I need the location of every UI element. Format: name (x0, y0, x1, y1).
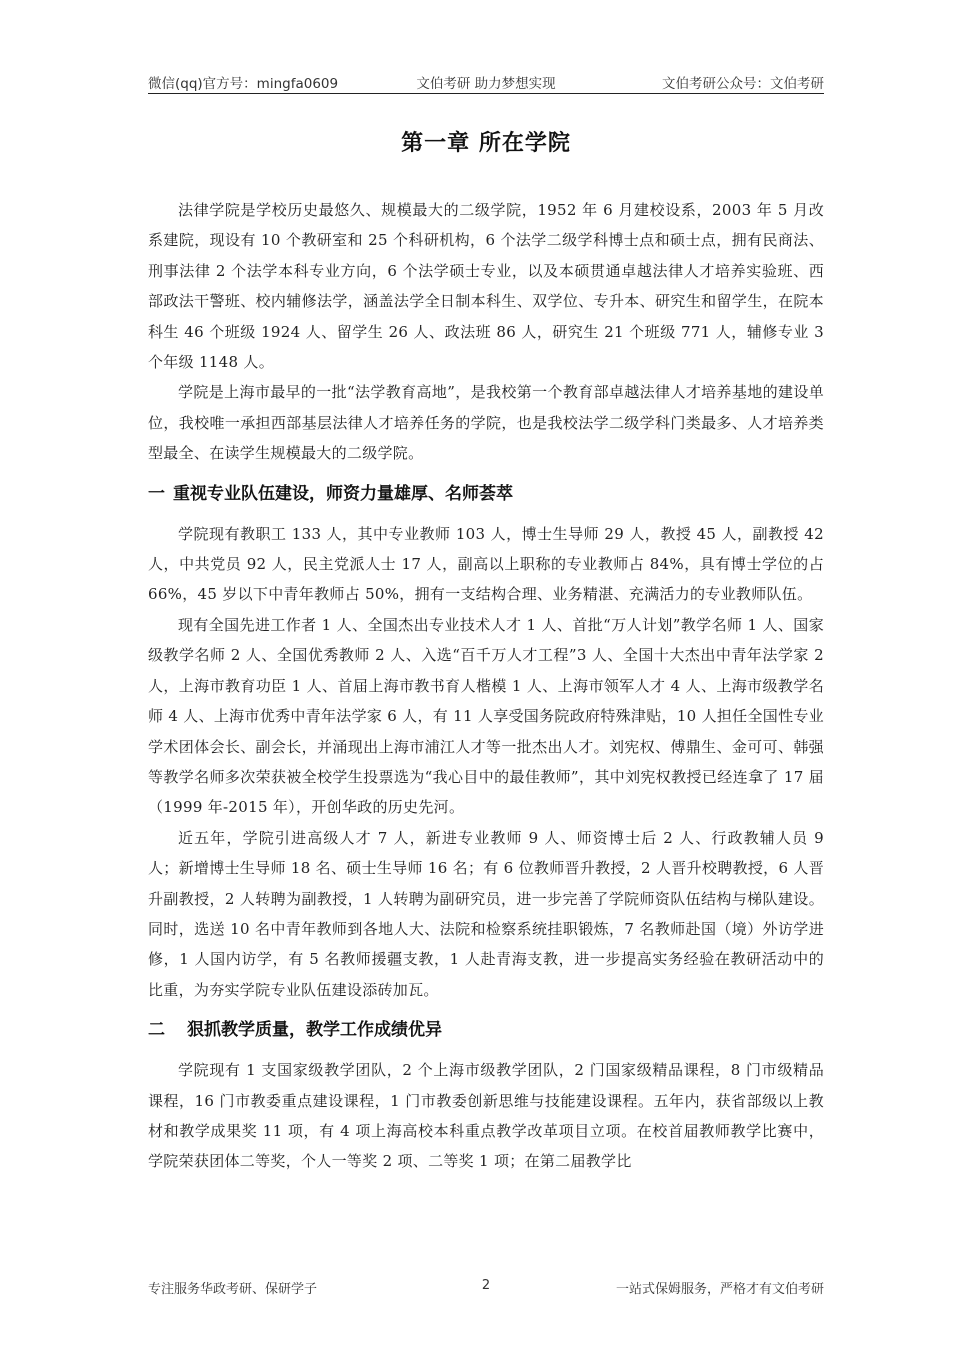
section-1-paragraph-2: 现有全国先进工作者 1 人、全国杰出专业技术人才 1 人、首批“万人计划”教学名师 1 人、国家级教学名师 2 人、全国优秀教师 2 人、入选“百千万人才工程”3 人、全国十大杰出中青年法学家 2 人，上海市教育功臣 1 人、首届上海市教书育人楷模 1 人、上海市领军人才 4 人、上海市级教学名师 4 人、上海市优秀中青年法学家 6 人，有 11 人享受国务院政府特殊津贴，10 人担任全国性专业学术团体会长、副会长，并涌现出上海市浦江人才等一批杰出人才。刘宪权、傅鼎生、金可可、韩强等教学名师多次荣获被全校学生投票选为“我心目中的最佳教师”，其中刘宪权教授已经连拿了 17 届（1999 年-2015 年），开创华政的历史先河。 (148, 615, 824, 817)
header-contact: 微信(qq)官方号：mingfa0609 (148, 76, 339, 92)
header-divider (148, 93, 824, 94)
header-wechat: 文伯考研公众号：文伯考研 (662, 76, 824, 92)
section-1-title: 重视专业队伍建设，师资力量雄厚、名师荟萃 (173, 483, 513, 504)
intro-paragraph-2: 学院是上海市最早的一批“法学教育高地”，是我校第一个教育部卓越法律人才培养基地的建设单位，我校唯一承担西部基层法律人才培养任务的学院，也是我校法学二级学科门类最多、人才培养类型最全、在读学生规模最大的二级学院。 (148, 383, 824, 463)
section-1-number: 一 (148, 483, 165, 504)
section-2-number: 二 (148, 1020, 165, 1041)
page-footer (148, 1278, 824, 1298)
page-header (148, 68, 824, 92)
page-number: 2 (481, 1278, 491, 1293)
document-body (148, 195, 824, 1177)
section-2-title: 狠抓教学质量，教学工作成绩优异 (187, 1020, 442, 1041)
section-2-paragraph-1: 学院现有 1 支国家级教学团队，2 个上海市级教学团队，2 门国家级精品课程，8 门市级精品课程，16 门市教委重点建设课程，1 门市教委创新思维与技能建设课程。五年内，获省部级以上教材和教学成果奖 11 项，有 4 项上海高校本科重点教学改革项目立项。在校首届教师教学比赛中，学院荣获团体二等奖，个人一等奖 2 项、二等奖 1 项；在第二届教学比 (148, 1061, 824, 1171)
header-slogan: 文伯考研 助力梦想实现 (416, 76, 556, 92)
section-2-heading (148, 1005, 824, 1055)
section-1-heading (148, 469, 824, 519)
footer-tagline: 一站式保姆服务，严格才有文伯考研 (615, 1282, 824, 1297)
footer-service: 专注服务华政考研、保研学子 (148, 1282, 318, 1297)
intro-paragraph-1: 法律学院是学校历史最悠久、规模最大的二级学院，1952 年 6 月建校设系，2003 年 5 月改系建院，现设有 10 个教研室和 25 个科研机构，6 个法学二级学科博士点和硕士点，拥有民商法、刑事法律 2 个法学本科专业方向，6 个法学硕士专业，以及本硕贯通卓越法律人才培养实验班、西部政法干警班、校内辅修法学，涵盖法学全日制本科生、双学位、专升本、研究生和留学生，在院本科生 46 个班级 1924 人、留学生 26 人、政法班 86 人，研究生 21 个班级 771 人，辅修专业 3 个年级 1148 人。 (148, 201, 824, 372)
section-1-paragraph-1: 学院现有教职工 133 人，其中专业教师 103 人，博士生导师 29 人，教授 45 人，副教授 42 人，中共党员 92 人，民主党派人士 17 人，副高以上职称的专业教师占 84%，具有博士学位的占 66%，45 岁以下中青年教师占 50%，拥有一支结构合理、业务精湛、充满活力的专业教师队伍。 (148, 524, 824, 604)
chapter-title: 第一章 所在学院 (401, 131, 571, 156)
section-1-paragraph-3: 近五年，学院引进高级人才 7 人，新进专业教师 9 人、师资博士后 2 人、行政教辅人员 9 人；新增博士生导师 18 名、硕士生导师 16 名；有 6 位教师晋升教授，2 人晋升校聘教授，6 人晋升副教授，2 人转聘为副教授，1 人转聘为副研究员，进一步完善了学院师资队伍结构与梯队建设。同时，选送 10 名中青年教师到各地人大、法院和检察系统挂职锻炼，7 名教师赴国（境）外访学进修，1 人国内访学，有 5 名教师援疆支教，1 人赴青海支教，进一步提高实务经验在教研活动中的比重，为夯实学院专业队伍建设添砖加瓦。 (148, 828, 824, 999)
